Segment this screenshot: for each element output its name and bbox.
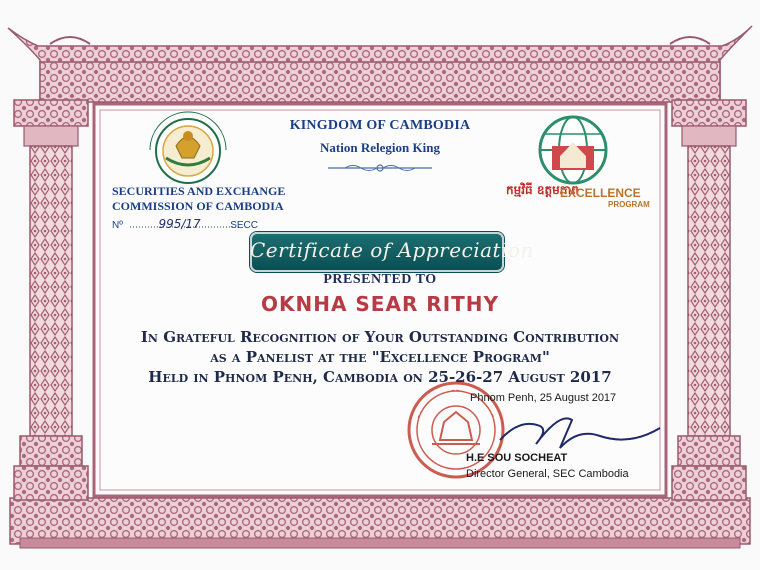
certificate-title: Certificate of Appreciation [250, 238, 534, 262]
kingdom-heading: KINGDOM OF CAMBODIA [289, 118, 471, 133]
program-subtitle: PROGRAM [608, 200, 650, 209]
program-name: EXCELLENCE [560, 186, 641, 200]
issuer-name-line2: COMMISSION OF CAMBODIA [112, 199, 284, 213]
recognition-line-1: In Grateful Recognition of Your Outstanding Contribution [140, 328, 620, 346]
signer-title: Director General, SEC Cambodia [466, 468, 629, 480]
program-khmer-name: កម្មវិធី ឧត្តមភាព [506, 183, 579, 197]
serial-prefix: Nº [112, 220, 123, 231]
national-motto: Nation Relegion King [320, 140, 440, 155]
issuer-name [112, 184, 285, 214]
serial-value: 995/17 [158, 217, 201, 231]
signer-name: H.E SOU SOCHEAT [466, 452, 568, 464]
recognition-line-2: as a Panelist at the "Excellence Program" [210, 348, 550, 366]
bottom-border [10, 498, 750, 544]
serial-number [112, 217, 258, 231]
place-date: Phnom Penh, 25 August 2017 [470, 392, 617, 404]
recipient-name: OKNHA SEAR RITHY [260, 292, 500, 316]
presented-to: PRESENTED TO [323, 272, 437, 287]
serial-suffix: SECC [230, 220, 259, 231]
issuer-name-line1: SECURITIES AND EXCHANGE [112, 184, 286, 198]
recognition-line-3: Held in Phnom Penh, Cambodia on 25-26-27 August 2017 [148, 368, 612, 386]
